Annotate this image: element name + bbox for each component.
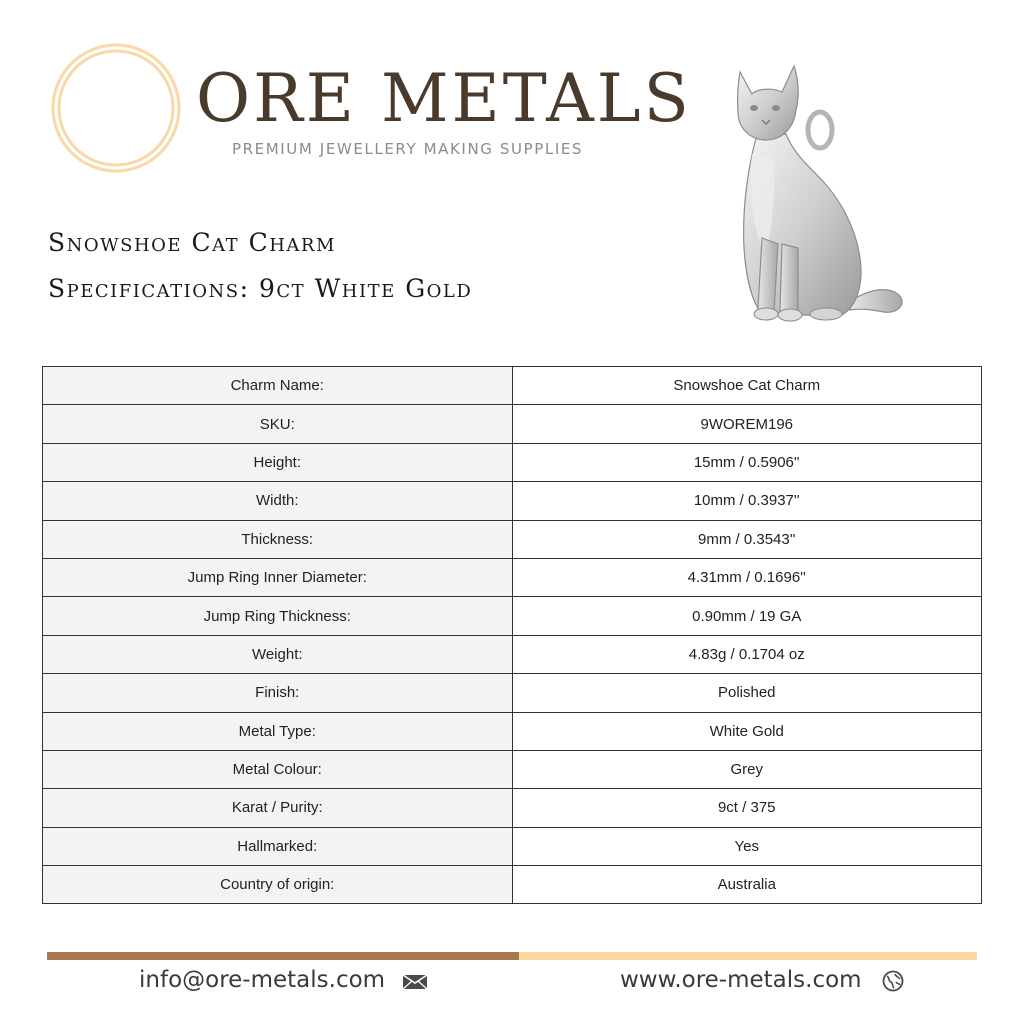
brand-tagline: PREMIUM JEWELLERY MAKING SUPPLIES xyxy=(232,140,584,158)
spec-label: Hallmarked: xyxy=(43,827,513,865)
table-row xyxy=(43,482,982,520)
spec-value: 15mm / 0.5906'' xyxy=(512,443,982,481)
spec-value: White Gold xyxy=(512,712,982,750)
footer-bar-left xyxy=(47,952,519,960)
logo-ring-icon xyxy=(50,42,182,174)
spec-label: Jump Ring Inner Diameter: xyxy=(43,558,513,596)
spec-value: 4.31mm / 0.1696'' xyxy=(512,558,982,596)
spec-label: Finish: xyxy=(43,674,513,712)
table-row xyxy=(43,712,982,750)
table-row xyxy=(43,520,982,558)
product-title: Snowshoe Cat Charm xyxy=(48,228,336,257)
table-row xyxy=(43,789,982,827)
spec-value: Yes xyxy=(512,827,982,865)
spec-value: 9WOREM196 xyxy=(512,405,982,443)
table-row xyxy=(43,635,982,673)
spec-label: SKU: xyxy=(43,405,513,443)
spec-value: 10mm / 0.3937'' xyxy=(512,482,982,520)
footer-bar-right xyxy=(519,952,977,960)
table-row xyxy=(43,405,982,443)
spec-value: Grey xyxy=(512,750,982,788)
spec-label: Height: xyxy=(43,443,513,481)
spec-label: Country of origin: xyxy=(43,866,513,904)
table-row xyxy=(43,674,982,712)
spec-label: Thickness: xyxy=(43,520,513,558)
spec-value: 4.83g / 0.1704 oz xyxy=(512,635,982,673)
table-row xyxy=(43,367,982,405)
table-row xyxy=(43,866,982,904)
envelope-icon xyxy=(402,974,428,990)
table-row xyxy=(43,827,982,865)
spec-label: Width: xyxy=(43,482,513,520)
spec-label: Weight: xyxy=(43,635,513,673)
spec-label: Metal Colour: xyxy=(43,750,513,788)
spec-label: Karat / Purity: xyxy=(43,789,513,827)
globe-icon xyxy=(882,970,904,992)
product-specifications: Specifications: 9ct White Gold xyxy=(48,274,473,303)
spec-label: Jump Ring Thickness: xyxy=(43,597,513,635)
footer-website[interactable]: www.ore-metals.com xyxy=(620,967,862,993)
specifications-table xyxy=(42,366,982,904)
table-row xyxy=(43,558,982,596)
spec-value: 0.90mm / 19 GA xyxy=(512,597,982,635)
spec-label: Metal Type: xyxy=(43,712,513,750)
brand-name: ORE METALS xyxy=(196,60,692,137)
spec-value: Australia xyxy=(512,866,982,904)
spec-value: Snowshoe Cat Charm xyxy=(512,367,982,405)
table-row xyxy=(43,750,982,788)
spec-label: Charm Name: xyxy=(43,367,513,405)
footer-email[interactable]: info@ore-metals.com xyxy=(139,967,386,993)
spec-value: Polished xyxy=(512,674,982,712)
table-row xyxy=(43,443,982,481)
cat-charm-image xyxy=(722,58,912,330)
spec-value: 9mm / 0.3543'' xyxy=(512,520,982,558)
spec-value: 9ct / 375 xyxy=(512,789,982,827)
table-row xyxy=(43,597,982,635)
